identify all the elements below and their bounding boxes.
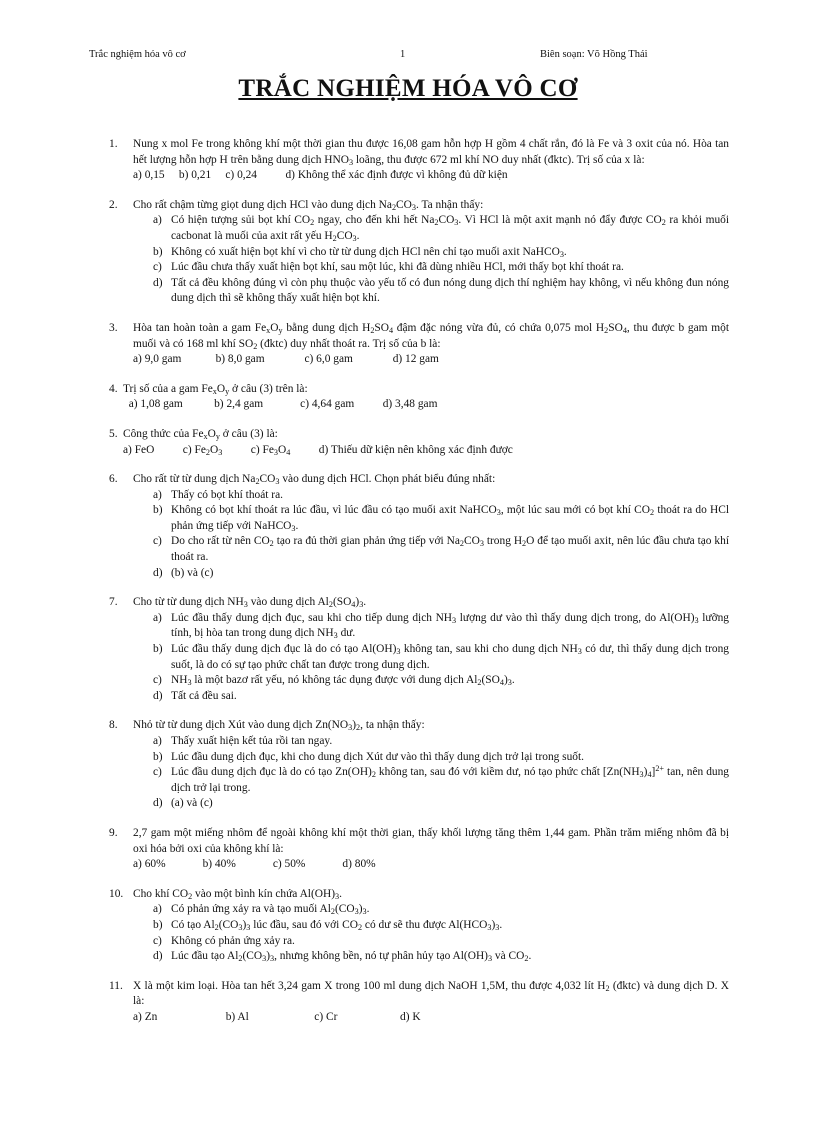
option-label: d) (153, 276, 163, 289)
option-text: (b) và (c) (171, 566, 214, 579)
option-label: d) (153, 797, 163, 810)
question-number: 5. (109, 427, 118, 440)
question-number: 3. (109, 321, 118, 334)
question-text: Cho rất từ từ dung dịch $Na_2CO_3$ vào dung dịch HCl. Chọn phát biểu đúng nhất: (133, 473, 496, 486)
question-text: Nhỏ từ từ dung dịch Xút vào dung dịch $Zn(NO_3)_2$, ta nhận thấy: (133, 719, 425, 733)
question-3 (109, 321, 729, 368)
answer-option (153, 734, 729, 750)
question-8 (109, 718, 729, 812)
answer-option (153, 918, 729, 934)
answer-option (153, 902, 729, 918)
question-text: Công thức của $Fe_xO_y$ ở câu (3) là: (123, 427, 278, 441)
option-text: Lúc đầu chưa thấy xuất hiện bọt khí, sau một lúc, khi đã dùng nhiều HCl, mới thấy bọt khí thoát ra. (171, 261, 624, 274)
option-text: Lúc đầu dung dịch đục là do có tạo $Zn(OH)_2$ không tan, sau đó với kiềm dư, nó tạo phức chất $[Zn(NH_3)_4]^{2+}$ tan, nên dung dịch trở lại trong. (171, 764, 729, 794)
question-text: Cho rất chậm từng giọt dung dịch HCl vào dung dịch $Na_2CO_3$. Ta nhận thấy: (133, 198, 484, 212)
question-text: Trị số của a gam $Fe_xO_y$ ở câu (3) trên là: (123, 382, 308, 396)
answer-option (153, 689, 729, 705)
option-text: Thấy có bọt khí thoát ra. (171, 488, 283, 501)
answer-option (153, 765, 729, 796)
question-number: 4. (109, 382, 118, 395)
option-text: Không có phản ứng xảy ra. (171, 934, 295, 947)
option-label: c) (153, 934, 162, 947)
option-label: a) (153, 903, 162, 916)
question-1 (109, 137, 729, 184)
option-text: Không có bọt khí thoát ra lúc đầu, vì lúc đầu có tạo muối axit NaHCO$_3$, một lúc sau mới có bọt khí $CO_2$ thoát ra do HCl phản ứng tiếp với NaHCO$_3$. (171, 504, 729, 533)
answer-option (153, 534, 729, 565)
answer-option (153, 949, 729, 965)
option-text: Không có xuất hiện bọt khí vì cho từ từ dung dịch HCl nên chỉ tạo muối axit NaHCO$_3$. (171, 245, 567, 259)
answer-option (153, 750, 729, 766)
page-title: TRẮC NGHIỆM HÓA VÔ CƠ (238, 75, 578, 102)
question-list (109, 137, 729, 1040)
option-label: c) (153, 674, 162, 687)
option-label: d) (153, 566, 163, 579)
option-label: b) (153, 643, 163, 656)
answer-options: a) FeO c) $Fe_2O_3$ c) $Fe_3O_4$ d) Thiếu dữ kiện nên không xác định được (123, 443, 513, 457)
answer-option (153, 276, 729, 307)
option-label: a) (153, 488, 162, 501)
question-10 (109, 887, 729, 965)
option-text: Có phản ứng xảy ra và tạo muối $Al_2(CO_3)_3$. (171, 903, 370, 917)
question-number: 10. (109, 887, 124, 900)
option-text: Có tạo $Al_2(CO_3)_3$ lúc đầu, sau đó với $CO_2$ có dư sẽ thu được $Al(HCO_3)_3$. (171, 918, 503, 932)
option-label: b) (153, 750, 163, 763)
page-number: 1 (400, 49, 406, 60)
answer-option (153, 245, 729, 261)
option-label: a) (153, 214, 162, 227)
option-text: Tất cả đều sai. (171, 689, 237, 702)
answer-options: a) 60% b) 40% c) 50% d) 80% (133, 858, 376, 871)
question-text: X là một kim loại. Hòa tan hết 3,24 gam X trong 100 ml dung dịch NaOH 1,5M, thu được 4,032 lít $H_2$ (đktc) và dung dịch D. X là: (133, 979, 729, 1008)
question-7 (109, 595, 729, 704)
option-text: $NH_3$ là một bazơ rất yếu, nó không tác dụng được với dung dịch $Al_2(SO_4)_3$. (171, 674, 515, 688)
question-number: 1. (109, 138, 118, 150)
option-text: Do cho rất từ nên $CO_2$ tạo ra đủ thời gian phản ứng tiếp với $Na_2CO_3$ trong $H_2O$ để tạo muối axit, nên lúc đầu chưa tạo khí thoát ra. (171, 535, 729, 564)
answer-option (153, 673, 729, 689)
answer-options: a) Zn b) Al c) Cr d) K (133, 1010, 421, 1023)
answer-option (153, 642, 729, 673)
answer-option (153, 796, 729, 812)
option-label: c) (153, 766, 162, 779)
question-text: Cho từ từ dung dịch $NH_3$ vào dung dịch $Al_2(SO_4)_3$. (133, 596, 367, 610)
answer-options: a) 9,0 gam b) 8,0 gam c) 6,0 gam d) 12 gam (133, 353, 439, 366)
question-number: 8. (109, 719, 118, 732)
answer-option (153, 934, 729, 950)
answer-options: a) 0,15 b) 0,21 c) 0,24 d) Không thể xác định được vì không đủ dữ kiện (133, 169, 508, 182)
option-label: c) (153, 261, 162, 274)
option-label: b) (153, 918, 163, 931)
option-text: Thấy xuất hiện kết tủa rồi tan ngay. (171, 735, 333, 747)
option-text: (a) và (c) (171, 797, 213, 810)
question-9 (109, 826, 729, 873)
question-number: 9. (109, 826, 118, 839)
question-text: Cho khí $CO_2$ vào một bình kín chứa $Al(OH)_3$. (133, 887, 342, 901)
option-label: a) (153, 611, 162, 624)
option-text: Lúc đầu thấy dung dịch đục, sau khi cho tiếp dung dịch $NH_3$ lượng dư vào thì thấy dung dịch trong, do $Al(OH)_3$ lưỡng tính, bị hòa tan trong dung dịch $NH_3$ dư. (171, 611, 729, 641)
question-11 (109, 979, 729, 1026)
question-number: 11. (109, 979, 123, 992)
option-label: c) (153, 535, 162, 548)
question-text: Hòa tan hoàn toàn a gam $Fe_xO_y$ bằng dung dịch $H_2SO_4$ đậm đặc nóng vừa đủ, có chứa 0,075 mol $H_2SO_4$, thu được b gam một muối và có 168 ml khí $SO_2$ (đktc) duy nhất thoát ra. Trị số của b là: (133, 321, 729, 351)
answer-option (153, 503, 729, 534)
header-left: Trắc nghiệm hóa vô cơ (89, 49, 186, 60)
option-text: Lúc đầu tạo $Al_2(CO_3)_3$, nhưng không bền, nó tự phân hủy tạo $Al(OH)_3$ và $CO_2$. (171, 950, 532, 963)
answer-option (153, 213, 729, 244)
question-5 (109, 427, 729, 458)
answer-option (153, 566, 729, 582)
question-6 (109, 472, 729, 581)
answer-option (153, 260, 729, 276)
option-text: Lúc đầu dung dịch đục, khi cho dung dịch Xút dư vào thì thấy dung dịch trở lại trong suốt. (171, 750, 585, 763)
question-text: Nung x mol Fe trong không khí một thời gian thu được 16,08 gam hỗn hợp H gồm 4 chất rắn, đó là Fe và 3 oxit của nó. Hòa tan hết lượng hỗn hợp H trên bằng dung dịch $HNO_3$ loãng, thu được 672 ml khí NO duy nhất (đktc). Trị số của x là: (133, 138, 729, 167)
header-right: Biên soạn: Võ Hồng Thái (540, 49, 648, 60)
option-label: d) (153, 689, 163, 702)
option-text: Có hiện tượng sủi bọt khí $CO_2$ ngay, cho đến khi hết $Na_2CO_3$. Vì HCl là một axit mạnh nó đẩy được $CO_2$ ra khỏi muối cacbonat là muối của axit rất yếu $H_2CO_3$. (171, 214, 729, 243)
question-2 (109, 198, 729, 307)
question-number: 7. (109, 596, 118, 609)
answer-option (153, 611, 729, 642)
answer-options: a) 1,08 gam b) 2,4 gam c) 4,64 gam d) 3,48 gam (123, 398, 438, 411)
question-text: 2,7 gam một miếng nhôm để ngoài không khí một thời gian, thấy khối lượng tăng thêm 1,44 gam. Phần trăm miếng nhôm đã bị oxi hóa bởi oxi của không khí là: (133, 826, 729, 855)
option-label: b) (153, 245, 163, 258)
option-label: a) (153, 735, 162, 747)
answer-option (153, 488, 729, 504)
question-number: 6. (109, 473, 118, 486)
option-label: b) (153, 504, 163, 517)
option-label: d) (153, 950, 163, 963)
question-4 (109, 382, 729, 413)
option-text: Tất cả đều không đúng vì còn phụ thuộc vào yếu tố có đun nóng dung dịch thí nghiệm hay không, vì nếu không đun nóng dung dịch thì sẽ không thấy xuất hiện bọt khí. (171, 276, 729, 305)
question-number: 2. (109, 198, 118, 211)
option-text: Lúc đầu thấy dung dịch đục là do có tạo $Al(OH)_3$ không tan, sau khi cho dung dịch $NH_3$ có dư, thì thấy dung dịch trong suốt, là do có sự tạo phức chất tan được trong dung dịch. (171, 643, 729, 671)
